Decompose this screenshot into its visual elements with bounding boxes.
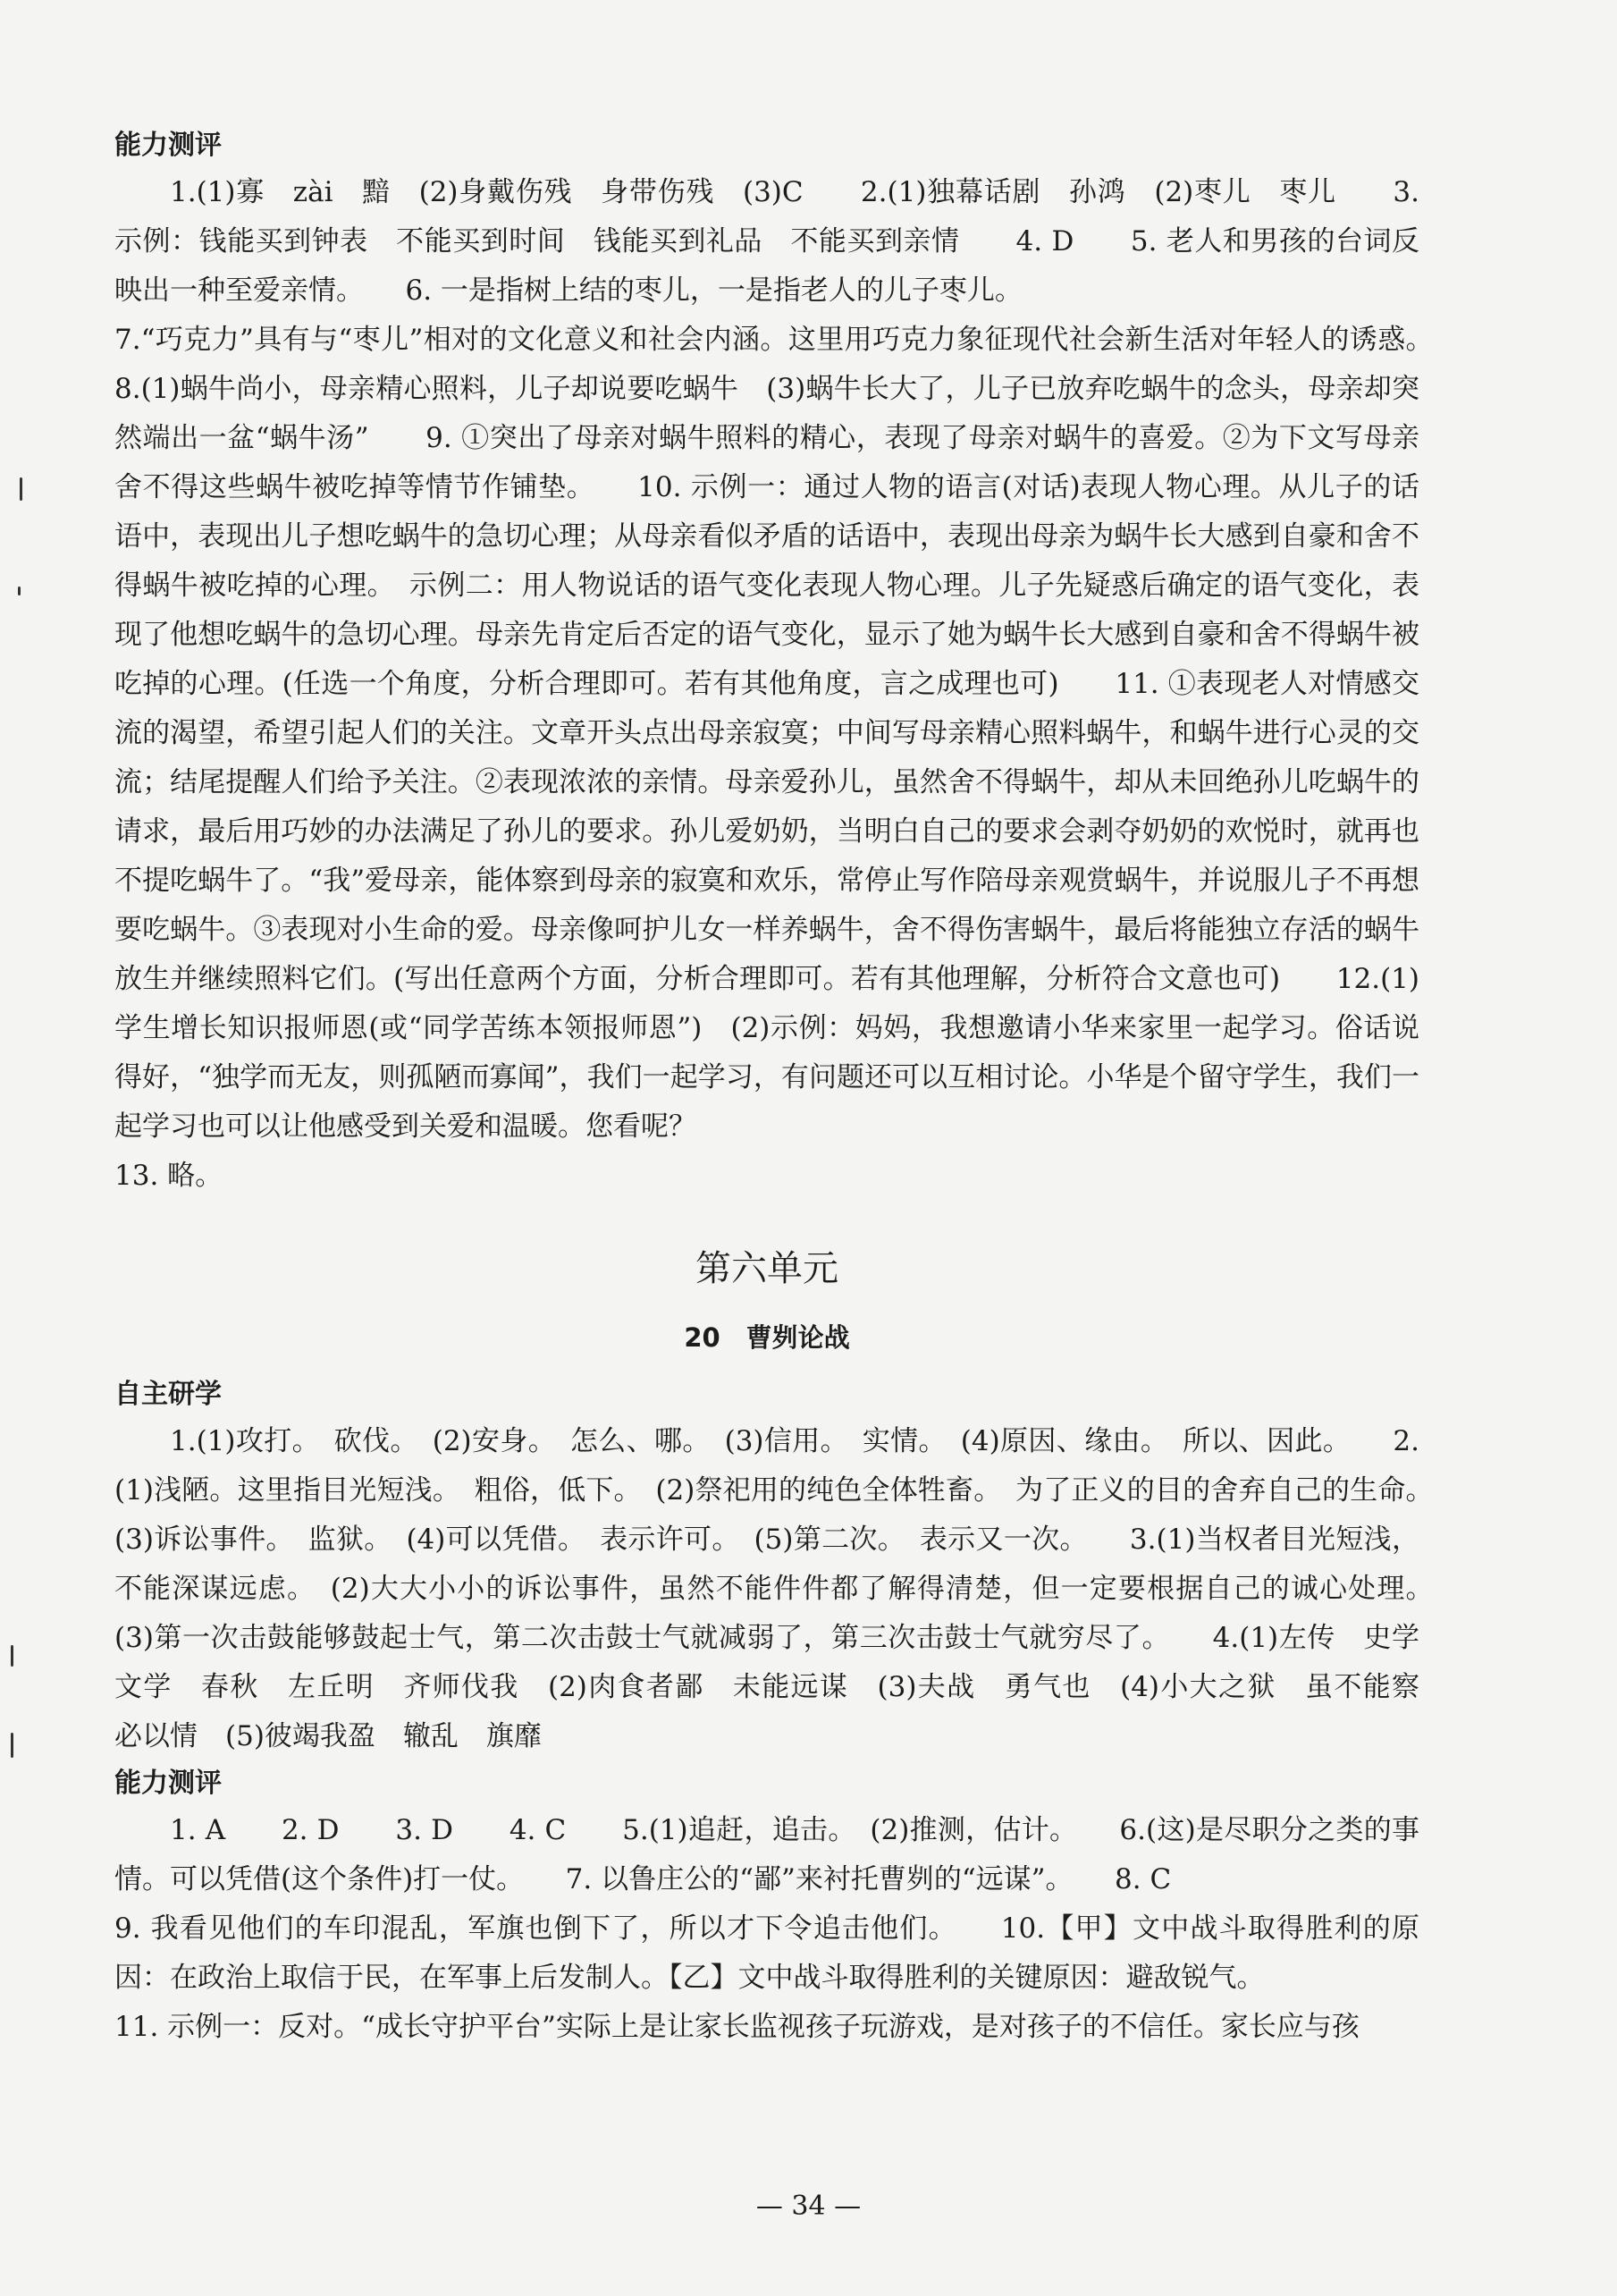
margin-mark — [18, 587, 21, 595]
answer-paragraph: 1.(1)攻打。 砍伐。 (2)安身。 怎么、哪。 (3)信用。 实情。 (4)原因、缘由。 所以、因此。 2.(1)浅陋。这里指目光短浅。 粗俗，低下。 (2)祭祀用的纯色全体牲畜。 为了正义的目的舍弃自己的生命。 (3)诉讼事件。 监狱。 (4)可以凭借。 表示许可。 (5)第二次。 表示又一次。 3.(1)当权者目光短浅，不能深谋远虑。 (2)大大小小的诉讼事件，虽然不能件件都了解得清楚，但一定要根据自己的诚心处理。 (3)第一次击鼓能够鼓起士气，第二次击鼓士气就减弱了，第三次击鼓士气就穷尽了。 4.(1)左传 史学 文学 春秋 左丘明 齐师伐我 (2)肉食者鄙 未能远谋 (3)夫战 勇气也 (4)小大之狱 虽不能察 必以情 (5)彼竭我盈 辙乱 旗靡 — [114, 1425, 1447, 1752]
answer-paragraph: 11. 示例一：反对。“成长守护平台”实际上是让家长监视孩子玩游戏，是对孩子的不信任。家长应与孩 — [114, 2011, 1360, 2043]
answer-paragraph: 1.(1)寡 zài 黯 (2)身戴伤残 身带伤残 (3)C 2.(1)独幕话剧 孙鸿 (2)枣儿 枣儿 3. 示例：钱能买到钟表 不能买到时间 钱能买到礼品 不能买到亲情 4. D 5. 老人和男孩的台词反映出一种至爱亲情。 6. 一是指树上结的枣儿，一是指老人的儿子枣儿。 — [114, 176, 1419, 307]
margin-mark — [11, 1645, 13, 1667]
answer-paragraph: 13. 略。 — [114, 1160, 223, 1192]
answer-paragraph: 1. A 2. D 3. D 4. C 5.(1)追赶，追击。 (2)推测，估计。 6.(这)是尽职分之类的事情。可以凭借(这个条件)打一仗。 7. 以鲁庄公的“鄙”来衬托曹刿的“远谋”。 8. C — [114, 1814, 1419, 1895]
unit-title: 第六单元 — [695, 1248, 838, 1289]
margin-mark — [20, 477, 22, 501]
section-heading-self-study: 自主研学 — [114, 1379, 222, 1410]
margin-mark — [11, 1733, 13, 1758]
section-heading-ability-test: 能力测评 — [114, 130, 222, 161]
page-number: — 34 — — [755, 2190, 862, 2222]
lesson-title: 20 曹刿论战 — [684, 1322, 850, 1353]
answer-paragraph: 7.“巧克力”具有与“枣儿”相对的文化意义和社会内涵。这里用巧克力象征现代社会新生活对年轻人的诱惑。 8.(1)蜗牛尚小，母亲精心照料，儿子却说要吃蜗牛 (3)蜗牛长大了，儿子已放弃吃蜗牛的念头，母亲却突然端出一盆“蜗牛汤” 9. ①突出了母亲对蜗牛照料的精心，表现了母亲对蜗牛的喜爱。②为下文写母亲舍不得这些蜗牛被吃掉等情节作铺垫。 10. 示例一：通过人物的语言(对话)表现人物心理。从儿子的话语中，表现出儿子想吃蜗牛的急切心理；从母亲看似矛盾的话语中，表现出母亲为蜗牛长大感到自豪和舍不得蜗牛被吃掉的心理。 示例二：用人物说话的语气变化表现人物心理。儿子先疑惑后确定的语气变化，表现了他想吃蜗牛的急切心理。母亲先肯定后否定的语气变化，显示了她为蜗牛长大感到自豪和舍不得蜗牛被吃掉的心理。(任选一个角度，分析合理即可。若有其他角度，言之成理也可) 11. ①表现老人对情感交流的渴望，希望引起人们的关注。文章开头点出母亲寂寞；中间写母亲精心照料蜗牛，和蜗牛进行心灵的交流；结尾提醒人们给予关注。②表现浓浓的亲情。母亲爱孙儿，虽然舍不得蜗牛，却从未回绝孙儿吃蜗牛的请求，最后用巧妙的办法满足了孙儿的要求。孙儿爱奶奶，当明白自己的要求会剥夺奶奶的欢悦时，就再也不提吃蜗牛了。“我”爱母亲，能体察到母亲的寂寞和欢乐，常停止写作陪母亲观赏蜗牛，并说服儿子不再想要吃蜗牛。③表现对小生命的爱。母亲像呵护儿女一样养蜗牛，舍不得伤害蜗牛，最后将能独立存活的蜗牛放生并继续照料它们。(写出任意两个方面，分析合理即可。若有其他理解，分析符合文意也可) 12.(1)学生增长知识报师恩(或“同学苦练本领报师恩”) (2)示例：妈妈，我想邀请小华来家里一起学习。俗话说得好，“独学而无友，则孤陋而寡闻”，我们一起学习，有问题还可以互相讨论。小华是个留守学生，我们一起学习也可以让他感受到关爱和温暖。您看呢？ — [114, 324, 1475, 1143]
answer-content — [114, 123, 1475, 2052]
section-heading-ability-test-2: 能力测评 — [114, 1768, 222, 1799]
answer-paragraph: 9. 我看见他们的车印混乱，军旗也倒下了，所以才下令追击他们。 10.【甲】文中战斗取得胜利的原因：在政治上取信于民，在军事上后发制人。【乙】文中战斗取得胜利的关键原因：避敌锐气。 — [114, 1912, 1419, 1994]
